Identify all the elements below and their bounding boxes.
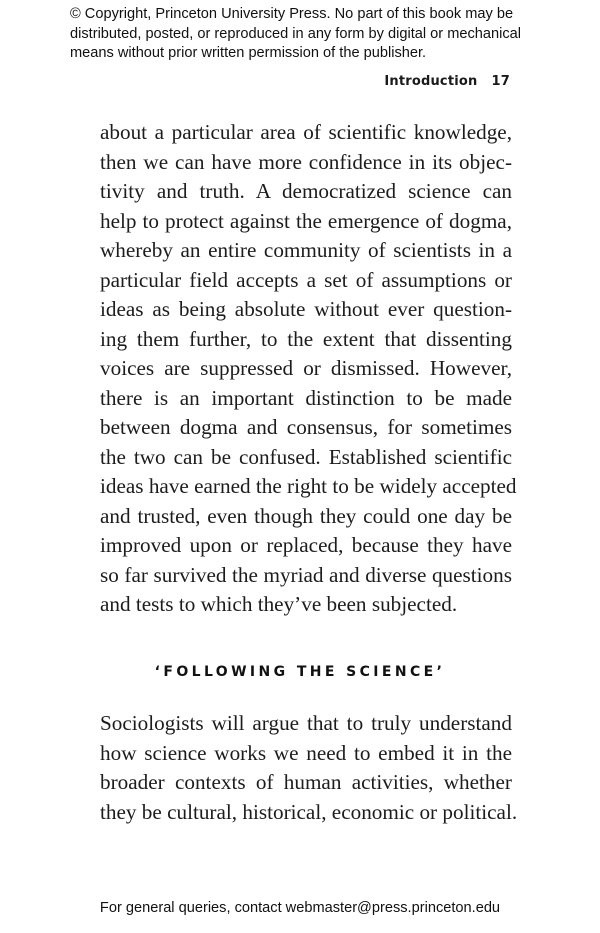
chapter-title: Introduction [384, 74, 478, 89]
text-line: they be cultural, historical, economic or political. [100, 799, 518, 824]
text-line: ideas have earned the right to be widely accepted [100, 474, 517, 498]
text-line: improved upon or replaced, because they have [100, 533, 512, 557]
text-line: about a particular area of scientific knowledge, [100, 120, 512, 144]
text-line: and tests to which they’ve been subjected. [100, 592, 458, 616]
text-line: Sociologists will argue that to truly understand [100, 711, 512, 735]
footer-contact: For general queries, contact webmaster@press.princeton.edu [99, 900, 501, 916]
running-head [384, 74, 510, 89]
text-line: whereby an entire community of scientists in a [100, 238, 512, 262]
text-line: ing them further, to the extent that dissenting [100, 326, 512, 351]
text-line: help to protect against the emergence of dogma, [100, 208, 512, 233]
text-line: ideas as being absolute without ever question- [100, 297, 512, 321]
text-line: tivity and truth. A democratized science can [100, 179, 512, 203]
copyright-notice [70, 5, 540, 64]
copyright-line: distributed, posted, or reproduced in any form by digital or mechanical [70, 25, 522, 42]
text-line: between dogma and consensus, for sometimes [100, 415, 512, 439]
body-paragraph [100, 709, 518, 827]
text-line: there is an important distinction to be made [100, 385, 512, 410]
text-line: how science works we need to embed it in the [100, 740, 512, 765]
text-line: the two can be confused. Established scientific [100, 444, 512, 469]
page-number: 17 [491, 74, 510, 89]
copyright-line: © Copyright, Princeton University Press. No part of this book may be [70, 6, 514, 22]
body-paragraph [100, 118, 517, 620]
text-line: then we can have more confidence in its objec- [100, 149, 512, 174]
text-line: so far survived the myriad and diverse questions [100, 562, 512, 587]
text-line: broader contexts of human activities, whether [100, 770, 512, 794]
copyright-line: means without prior written permission of the publisher. [70, 45, 427, 61]
text-line: and trusted, even though they could one day be [100, 503, 512, 528]
text-line: particular field accepts a set of assumptions or [100, 267, 512, 292]
text-line: voices are suppressed or dismissed. However, [100, 356, 512, 380]
section-heading: ‘FOLLOWING THE SCIENCE’ [154, 664, 446, 680]
